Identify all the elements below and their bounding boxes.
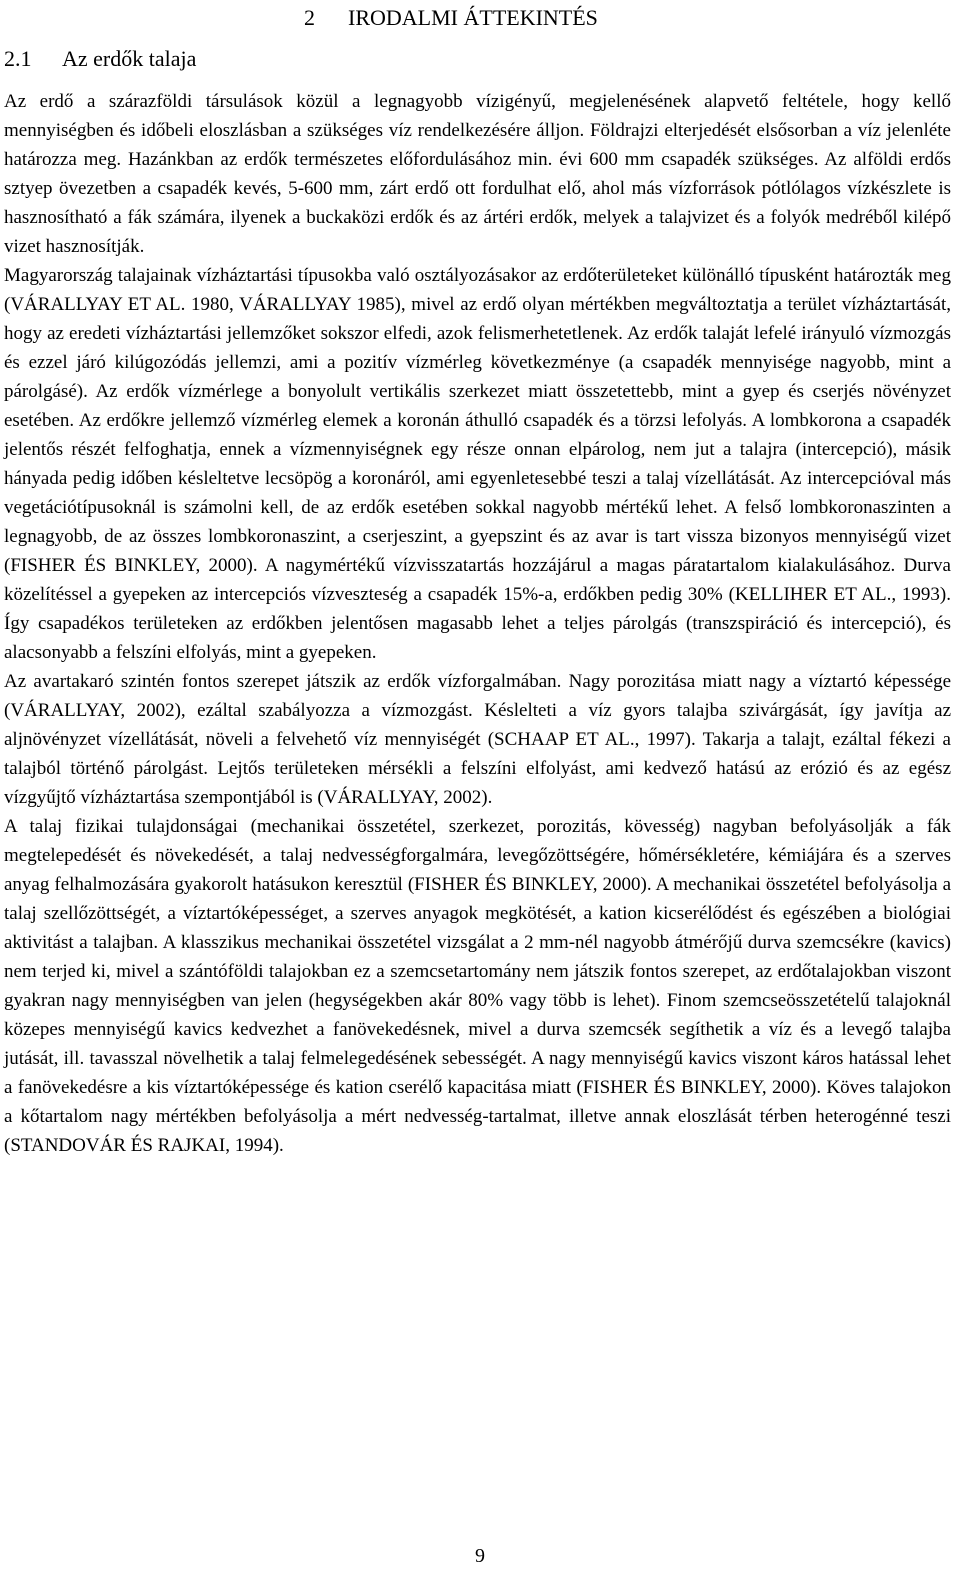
section-title: Az erdők talaja xyxy=(62,46,197,71)
paragraph-soil-physical-properties: A talaj fizikai tulajdonságai (mechanikai összetétel, szerkezet, porozitás, kövesség) nagyban befolyásolják a fák megtelepedését és növekedését, a talaj nedvességforgalmára, levegőzöttségére, hőmérsékletére, kémiájára és a szerves anyag felhalmozására gyakorolt hatásukon keresztül (FISHER ÉS BINKLEY, 2000). A mechanikai összetétel befolyásolja a talaj szellőzöttségét, a víztartóképességet, a szerves anyagok megkötését, a kation kicserélődést és egészében a biológiai aktivitást a talajban. A klasszikus mechanikai összetétel vizsgálat a 2 mm-nél nagyobb átmérőjű durva szemcsékre (kavics) nem terjed ki, mivel a szántóföldi talajokban ez a szemcsetartomány nem játszik fontos szerepet, az erdőtalajokban viszont gyakran nagy mennyiségben van jelen (hegységekben akár 80% vagy több is lehet). Finom szemcseösszetételű talajoknál közepes mennyiségű kavics kedvezhet a fanövekedésnek, mivel a durva szemcsék segíthetik a víz és a levegő talajba jutását, ill. tavasszal növelhetik a talaj felmelegedésének sebességét. A nagy mennyiségű kavics viszont káros hatással lehet a fanövekedésre a kis víztartóképessége és kation cserélő kapacitása miatt (FISHER ÉS BINKLEY, 2000). Köves talajokon a kőtartalom nagy mértékben befolyásolja a mért nedvesség-tartalmat, illetve annak eloszlását térben heterogénné teszi (STANDOVÁR ÉS RAJKAI, 1994). xyxy=(4,816,951,1156)
paragraph-water-balance: Magyarország talajainak vízháztartási típusokba való osztályozásakor az erdőterületeket különálló típusként határozták meg (VÁRALLYAY ET AL. 1980, VÁRALLYAY 1985), mivel az erdő olyan mértékben megváltoztatja a terület vízháztartását, hogy az eredeti vízháztartási jellemzőket sokszor elfedi, azok felismerhetetlenek. Az erdők talaját lefelé irányuló vízmozgás és ezzel járó kilúgozódás jellemzi, ami a pozitív vízmérleg következménye (a csapadék mennyisége nagyobb, mint a párolgásé). Az erdők vízmérlege a bonyolult vertikális szerkezet miatt összetettebb, mint a gyep és cserjés növényzet esetében. Az erdőkre jellemző vízmérleg elemek a koronán áthulló csapadék és a törzsi lefolyás. A lombkorona a csapadék jelentős részét felfoghatja, ennek a vízmennyiségnek egy része onnan elpárolog, nem jut a talajra (intercepció), másik hányada pedig időben késleltetve lecsöpög a koronáról, ami egyenletesebbé teszi a talaj vízellátását. Az intercepcióval más vegetációtípusoknál is számolni kell, de az erdők esetében sokkal nagyobb mértékű lehet. A felső lombkoronaszinten a legnagyobb, de az összes lombkoronaszint, a cserjeszint, a gyepszint és az avar is tart vissza bizonyos mennyiségű vizet (FISHER ÉS BINKLEY, 2000). A nagymértékű vízvisszatartás hozzájárul a magas páratartalom kialakulásához. Durva közelítéssel a gyepeken az intercepciós vízveszteség a csapadék 15%-a, erdőkben pedig 30% (KELLIHER ET AL., 1993). Így csapadékos területeken az erdőkben jelentősen magasabb lehet a teljes párolgás (transzspiráció és intercepció), és alacsonyabb a felszíni elfolyás, mint a gyepeken. xyxy=(4,265,951,663)
chapter-number: 2 xyxy=(304,5,315,30)
paragraph-litter-layer: Az avartakaró szintén fontos szerepet játszik az erdők vízforgalmában. Nagy porozitása miatt nagy a víztartó képessége (VÁRALLYAY, 2002), ezáltal szabályozza a vízmozgást. Késlelteti a víz gyors talajba szivárgását, így javítja az aljnövényzet vízellátását, növeli a felvehető víz mennyiségét (SCHAAP ET AL., 1997). Takarja a talajt, ezáltal fékezi a talajból történő párolgást. Lejtős területeken mérsékli a felszíni elfolyást, ami kedvező hatású az erózió és az egész vízgyűjtő vízháztartása szempontjából is (VÁRALLYAY, 2002). xyxy=(4,671,951,808)
paragraph-forest-water-demand: Az erdő a szárazföldi társulások közül a legnagyobb vízigényű, megjelenésének alapvető feltétele, hogy kellő mennyiségben és időbeli eloszlásban a szükséges víz rendelkezésére álljon. Földrajzi elterjedését elsősorban a víz jelenléte határozza meg. Hazánkban az erdők természetes előfordulásához min. évi 600 mm csapadék szükséges. Az alföldi erdős sztyep övezetben a csapadék kevés, 5-600 mm, zárt erdő ott fordulhat elő, ahol más vízforrások pótlólagos vízkészlete is hasznosítható a fák számára, ilyenek a buckaközi erdők és az ártéri erdők, melyek a talajvizet és a folyók medréből kilépő vizet hasznosítják. xyxy=(4,91,951,257)
body-text xyxy=(4,87,951,1160)
page-number: 9 xyxy=(475,1545,485,1567)
chapter-heading xyxy=(304,4,598,32)
section-number: 2.1 xyxy=(4,46,32,71)
section-heading xyxy=(4,45,196,73)
chapter-title: IRODALMI ÁTTEKINTÉS xyxy=(348,5,598,30)
